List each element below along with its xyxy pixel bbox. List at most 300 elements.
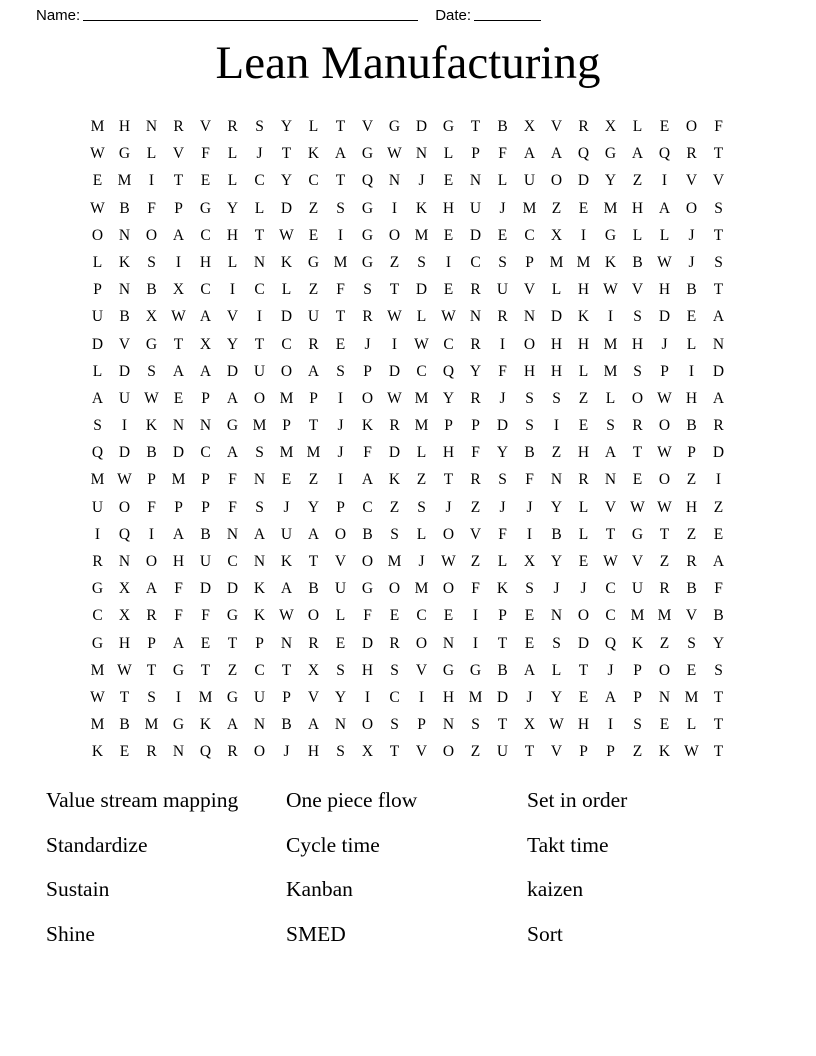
grid-letter[interactable]: R	[470, 389, 481, 407]
grid-letter[interactable]: K	[253, 580, 266, 598]
grid-letter[interactable]: D	[388, 362, 401, 380]
grid-letter[interactable]: U	[307, 308, 320, 326]
grid-letter[interactable]: G	[199, 199, 212, 217]
grid-letter[interactable]: V	[550, 118, 563, 135]
grid-letter[interactable]: J	[661, 335, 668, 353]
grid-letter[interactable]: B	[119, 716, 130, 734]
grid-letter[interactable]: U	[631, 580, 644, 598]
grid-letter[interactable]: M	[333, 253, 348, 271]
grid-letter[interactable]: C	[92, 607, 103, 625]
grid-letter[interactable]: W	[171, 308, 186, 326]
grid-letter[interactable]: C	[254, 172, 265, 190]
grid-letter[interactable]: L	[92, 362, 103, 380]
grid-letter[interactable]: A	[712, 308, 725, 326]
grid-letter[interactable]: S	[93, 417, 102, 435]
grid-letter[interactable]: L	[335, 607, 346, 625]
grid-letter[interactable]: E	[497, 226, 508, 244]
grid-letter[interactable]: J	[607, 661, 614, 679]
grid-letter[interactable]: M	[414, 226, 429, 244]
grid-letter[interactable]: X	[604, 118, 617, 135]
grid-letter[interactable]: V	[199, 118, 212, 135]
grid-letter[interactable]: D	[496, 417, 509, 435]
grid-letter[interactable]: O	[307, 607, 320, 625]
grid-letter[interactable]: I	[553, 417, 560, 435]
grid-letter[interactable]: K	[658, 743, 671, 761]
grid-letter[interactable]: V	[604, 498, 617, 516]
grid-letter[interactable]: P	[417, 716, 426, 734]
grid-letter[interactable]: H	[577, 444, 590, 462]
grid-letter[interactable]: A	[307, 362, 320, 380]
grid-letter[interactable]: T	[713, 145, 724, 163]
grid-letter[interactable]: K	[604, 253, 617, 271]
grid-letter[interactable]: C	[524, 226, 535, 244]
grid-letter[interactable]: A	[91, 389, 104, 407]
grid-letter[interactable]: J	[337, 444, 344, 462]
grid-letter[interactable]: L	[551, 281, 562, 299]
grid-letter[interactable]: M	[252, 417, 267, 435]
grid-letter[interactable]: S	[633, 716, 642, 734]
grid-letter[interactable]: K	[361, 417, 374, 435]
grid-letter[interactable]: O	[145, 553, 158, 570]
grid-letter[interactable]: D	[388, 444, 401, 462]
grid-letter[interactable]: R	[227, 118, 238, 135]
grid-letter[interactable]: P	[255, 634, 264, 652]
grid-letter[interactable]: E	[92, 172, 103, 190]
word-list-item[interactable]: Sustain	[46, 877, 110, 902]
grid-letter[interactable]: T	[389, 743, 400, 761]
grid-letter[interactable]: W	[414, 335, 429, 353]
grid-letter[interactable]: Z	[308, 281, 319, 299]
grid-letter[interactable]: I	[229, 281, 236, 299]
grid-letter[interactable]: R	[713, 417, 724, 435]
grid-letter[interactable]: D	[469, 226, 482, 244]
grid-letter[interactable]: E	[389, 607, 400, 625]
grid-letter[interactable]: M	[90, 716, 105, 734]
grid-letter[interactable]: T	[173, 172, 184, 190]
grid-letter[interactable]: F	[525, 471, 534, 489]
grid-letter[interactable]: I	[175, 253, 182, 271]
grid-letter[interactable]: V	[631, 281, 644, 299]
grid-letter[interactable]: M	[117, 172, 132, 190]
grid-letter[interactable]: L	[578, 498, 589, 516]
grid-letter[interactable]: T	[173, 335, 184, 353]
grid-letter[interactable]: P	[687, 444, 696, 462]
grid-letter[interactable]: M	[306, 444, 321, 462]
grid-letter[interactable]: E	[578, 688, 589, 706]
grid-letter[interactable]: O	[91, 226, 104, 244]
grid-letter[interactable]: E	[335, 335, 346, 353]
grid-letter[interactable]: S	[714, 253, 723, 271]
grid-letter[interactable]: R	[470, 335, 481, 353]
grid-letter[interactable]: D	[415, 118, 428, 135]
grid-letter[interactable]: O	[685, 199, 698, 217]
grid-letter[interactable]: X	[361, 743, 374, 761]
grid-letter[interactable]: G	[91, 634, 104, 652]
grid-letter[interactable]: W	[387, 308, 402, 326]
grid-letter[interactable]: R	[632, 417, 643, 435]
grid-letter[interactable]: Q	[118, 525, 131, 543]
grid-letter[interactable]: C	[416, 362, 427, 380]
grid-letter[interactable]: F	[228, 471, 237, 489]
grid-letter[interactable]: R	[578, 118, 589, 135]
grid-letter[interactable]: M	[657, 607, 672, 625]
grid-letter[interactable]: P	[471, 417, 480, 435]
grid-letter[interactable]: T	[713, 716, 724, 734]
grid-letter[interactable]: M	[414, 389, 429, 407]
grid-letter[interactable]: N	[118, 281, 131, 299]
grid-letter[interactable]: X	[550, 226, 563, 244]
grid-letter[interactable]: M	[279, 389, 294, 407]
grid-letter[interactable]: Q	[658, 145, 671, 163]
grid-letter[interactable]: L	[497, 553, 508, 570]
grid-letter[interactable]: Z	[227, 661, 238, 679]
grid-letter[interactable]: N	[253, 553, 266, 570]
grid-letter[interactable]: F	[201, 607, 210, 625]
grid-letter[interactable]: A	[226, 716, 239, 734]
grid-letter[interactable]: A	[712, 553, 725, 570]
grid-letter[interactable]: P	[525, 253, 534, 271]
grid-letter[interactable]: J	[418, 553, 425, 570]
grid-letter[interactable]: T	[443, 471, 454, 489]
grid-letter[interactable]: T	[281, 661, 292, 679]
word-list-item[interactable]: Standardize	[46, 832, 148, 857]
grid-letter[interactable]: W	[90, 199, 105, 217]
grid-letter[interactable]: U	[199, 553, 212, 570]
grid-letter[interactable]: T	[497, 716, 508, 734]
grid-letter[interactable]: L	[659, 226, 670, 244]
grid-letter[interactable]: T	[308, 417, 319, 435]
grid-letter[interactable]: D	[226, 580, 239, 598]
grid-letter[interactable]: O	[118, 498, 131, 516]
grid-letter[interactable]: F	[471, 580, 480, 598]
grid-letter[interactable]: B	[713, 607, 724, 625]
grid-letter[interactable]: D	[280, 199, 293, 217]
grid-letter[interactable]: B	[686, 281, 697, 299]
grid-letter[interactable]: A	[172, 525, 185, 543]
grid-letter[interactable]: H	[550, 335, 563, 353]
grid-letter[interactable]: M	[603, 362, 618, 380]
grid-letter[interactable]: X	[145, 308, 158, 326]
word-list-item[interactable]: One piece flow	[286, 788, 418, 813]
grid-letter[interactable]: J	[499, 498, 506, 516]
grid-letter[interactable]: E	[443, 172, 454, 190]
grid-letter[interactable]: I	[94, 525, 101, 543]
grid-letter[interactable]: A	[604, 688, 617, 706]
grid-letter[interactable]: T	[524, 743, 535, 761]
grid-letter[interactable]: C	[254, 661, 265, 679]
grid-letter[interactable]: U	[280, 525, 293, 543]
grid-letter[interactable]: H	[442, 444, 455, 462]
grid-letter[interactable]: S	[363, 281, 372, 299]
grid-letter[interactable]: O	[361, 389, 374, 407]
grid-letter[interactable]: G	[361, 226, 374, 244]
grid-letter[interactable]: F	[174, 580, 183, 598]
grid-letter[interactable]: L	[227, 172, 238, 190]
grid-letter[interactable]: U	[334, 580, 347, 598]
grid-letter[interactable]: O	[442, 525, 455, 543]
grid-letter[interactable]: B	[200, 525, 211, 543]
grid-letter[interactable]: S	[417, 253, 426, 271]
grid-letter[interactable]: S	[417, 498, 426, 516]
grid-letter[interactable]: A	[604, 444, 617, 462]
grid-letter[interactable]: I	[121, 417, 128, 435]
grid-letter[interactable]: N	[604, 471, 617, 489]
grid-letter[interactable]: E	[632, 471, 643, 489]
grid-letter[interactable]: O	[442, 743, 455, 761]
grid-letter[interactable]: V	[469, 525, 482, 543]
grid-letter[interactable]: G	[388, 118, 401, 135]
grid-letter[interactable]: A	[307, 716, 320, 734]
grid-letter[interactable]: J	[337, 417, 344, 435]
grid-letter[interactable]: H	[226, 226, 239, 244]
grid-letter[interactable]: V	[361, 118, 374, 135]
grid-letter[interactable]: L	[416, 525, 427, 543]
grid-letter[interactable]: B	[686, 580, 697, 598]
grid-letter[interactable]: N	[550, 471, 563, 489]
grid-letter[interactable]: O	[658, 417, 671, 435]
grid-letter[interactable]: M	[603, 199, 618, 217]
grid-letter[interactable]: W	[657, 389, 672, 407]
grid-letter[interactable]: G	[361, 199, 374, 217]
grid-letter[interactable]: Q	[577, 145, 590, 163]
grid-letter[interactable]: C	[200, 444, 211, 462]
grid-letter[interactable]: W	[549, 716, 564, 734]
grid-letter[interactable]: U	[496, 743, 509, 761]
grid-letter[interactable]: D	[118, 444, 131, 462]
grid-letter[interactable]: M	[279, 444, 294, 462]
grid-letter[interactable]: D	[91, 335, 104, 353]
grid-letter[interactable]: Z	[416, 471, 427, 489]
grid-letter[interactable]: H	[685, 498, 698, 516]
grid-letter[interactable]: M	[630, 607, 645, 625]
grid-letter[interactable]: F	[714, 580, 723, 598]
grid-letter[interactable]: N	[253, 253, 266, 271]
grid-letter[interactable]: Q	[604, 634, 617, 652]
grid-letter[interactable]: B	[119, 308, 130, 326]
grid-letter[interactable]: Y	[280, 118, 293, 135]
grid-letter[interactable]: W	[90, 688, 105, 706]
grid-letter[interactable]: R	[686, 145, 697, 163]
grid-letter[interactable]: L	[551, 661, 562, 679]
grid-letter[interactable]: L	[92, 253, 103, 271]
grid-letter[interactable]: S	[714, 661, 723, 679]
grid-letter[interactable]: P	[633, 661, 642, 679]
grid-letter[interactable]: P	[633, 688, 642, 706]
grid-letter[interactable]: E	[443, 281, 454, 299]
grid-letter[interactable]: J	[688, 226, 695, 244]
grid-letter[interactable]: G	[442, 118, 455, 135]
grid-letter[interactable]: M	[90, 661, 105, 679]
grid-letter[interactable]: P	[174, 199, 183, 217]
grid-letter[interactable]: S	[498, 253, 507, 271]
grid-letter[interactable]: K	[280, 253, 293, 271]
grid-letter[interactable]: F	[363, 444, 372, 462]
grid-letter[interactable]: Z	[470, 743, 481, 761]
name-write-in-line[interactable]	[83, 19, 418, 21]
grid-letter[interactable]: I	[337, 471, 344, 489]
grid-letter[interactable]: A	[334, 145, 347, 163]
grid-letter[interactable]: S	[255, 444, 264, 462]
grid-letter[interactable]: W	[657, 498, 672, 516]
grid-letter[interactable]: Z	[632, 172, 643, 190]
grid-letter[interactable]: Y	[280, 172, 293, 190]
grid-letter[interactable]: B	[497, 118, 508, 135]
grid-letter[interactable]: W	[144, 389, 159, 407]
grid-letter[interactable]: T	[335, 308, 346, 326]
grid-letter[interactable]: T	[308, 553, 319, 570]
grid-letter[interactable]: S	[714, 199, 723, 217]
grid-letter[interactable]: D	[658, 308, 671, 326]
grid-letter[interactable]: L	[281, 281, 292, 299]
grid-letter[interactable]: O	[658, 661, 671, 679]
grid-letter[interactable]: G	[442, 661, 455, 679]
grid-letter[interactable]: M	[522, 199, 537, 217]
grid-letter[interactable]: J	[418, 172, 425, 190]
grid-letter[interactable]: V	[307, 688, 320, 706]
grid-letter[interactable]: C	[605, 580, 616, 598]
grid-letter[interactable]: M	[414, 580, 429, 598]
grid-letter[interactable]: R	[308, 335, 319, 353]
grid-letter[interactable]: P	[147, 471, 156, 489]
grid-letter[interactable]: H	[631, 335, 644, 353]
grid-letter[interactable]: H	[658, 281, 671, 299]
grid-letter[interactable]: I	[418, 688, 425, 706]
grid-letter[interactable]: R	[173, 118, 184, 135]
grid-letter[interactable]: S	[471, 716, 480, 734]
grid-letter[interactable]: V	[712, 172, 725, 190]
word-list-item[interactable]: Shine	[46, 921, 95, 946]
grid-letter[interactable]: N	[442, 634, 455, 652]
grid-letter[interactable]: O	[253, 389, 266, 407]
grid-letter[interactable]: P	[282, 417, 291, 435]
grid-letter[interactable]: Y	[334, 688, 347, 706]
grid-letter[interactable]: D	[712, 444, 725, 462]
grid-letter[interactable]: P	[147, 634, 156, 652]
grid-letter[interactable]: S	[525, 389, 534, 407]
grid-letter[interactable]: L	[578, 525, 589, 543]
grid-letter[interactable]: Z	[686, 525, 697, 543]
grid-letter[interactable]: H	[307, 743, 320, 761]
grid-letter[interactable]: Z	[551, 199, 562, 217]
grid-letter[interactable]: K	[118, 253, 131, 271]
grid-letter[interactable]: O	[685, 118, 698, 135]
grid-letter[interactable]: O	[334, 525, 347, 543]
grid-letter[interactable]: A	[631, 145, 644, 163]
grid-letter[interactable]: Z	[659, 553, 670, 570]
grid-letter[interactable]: W	[279, 226, 294, 244]
grid-letter[interactable]: K	[145, 417, 158, 435]
grid-letter[interactable]: T	[146, 661, 157, 679]
grid-letter[interactable]: I	[580, 226, 587, 244]
grid-letter[interactable]: Y	[442, 389, 455, 407]
grid-letter[interactable]: E	[308, 226, 319, 244]
grid-letter[interactable]: T	[713, 743, 724, 761]
grid-letter[interactable]: O	[577, 607, 590, 625]
grid-letter[interactable]: X	[523, 553, 536, 570]
grid-letter[interactable]: Z	[632, 743, 643, 761]
grid-letter[interactable]: G	[361, 253, 374, 271]
grid-letter[interactable]: W	[603, 281, 618, 299]
grid-letter[interactable]: A	[226, 389, 239, 407]
grid-letter[interactable]: W	[279, 607, 294, 625]
grid-letter[interactable]: P	[309, 389, 318, 407]
grid-letter[interactable]: H	[118, 634, 131, 652]
grid-letter[interactable]: B	[362, 525, 373, 543]
grid-letter[interactable]: T	[470, 118, 481, 135]
grid-letter[interactable]: K	[91, 743, 104, 761]
grid-letter[interactable]: O	[361, 716, 374, 734]
word-list-item[interactable]: Value stream mapping	[46, 788, 239, 813]
grid-letter[interactable]: N	[658, 688, 671, 706]
grid-letter[interactable]: A	[199, 362, 212, 380]
grid-letter[interactable]: G	[307, 253, 320, 271]
grid-letter[interactable]: T	[605, 525, 616, 543]
grid-letter[interactable]: S	[390, 525, 399, 543]
grid-letter[interactable]: O	[442, 580, 455, 598]
grid-letter[interactable]: Z	[470, 498, 481, 516]
grid-letter[interactable]: G	[226, 607, 239, 625]
grid-letter[interactable]: G	[172, 661, 185, 679]
grid-letter[interactable]: V	[523, 281, 536, 299]
grid-letter[interactable]: S	[336, 362, 345, 380]
grid-letter[interactable]: G	[361, 580, 374, 598]
grid-letter[interactable]: R	[470, 281, 481, 299]
grid-letter[interactable]: Z	[389, 253, 400, 271]
grid-letter[interactable]: N	[550, 607, 563, 625]
grid-letter[interactable]: D	[577, 172, 590, 190]
grid-letter[interactable]: O	[280, 362, 293, 380]
grid-letter[interactable]: Z	[551, 444, 562, 462]
grid-letter[interactable]: F	[498, 145, 507, 163]
grid-letter[interactable]: N	[253, 716, 266, 734]
grid-letter[interactable]: T	[713, 281, 724, 299]
grid-letter[interactable]: E	[200, 172, 211, 190]
grid-letter[interactable]: W	[117, 471, 132, 489]
grid-letter[interactable]: J	[553, 580, 560, 598]
grid-letter[interactable]: G	[604, 226, 617, 244]
grid-letter[interactable]: Q	[91, 444, 104, 462]
grid-letter[interactable]: A	[172, 362, 185, 380]
grid-letter[interactable]: M	[549, 253, 564, 271]
grid-letter[interactable]: O	[253, 743, 266, 761]
grid-letter[interactable]: W	[603, 553, 618, 570]
grid-letter[interactable]: S	[606, 417, 615, 435]
grid-letter[interactable]: I	[607, 308, 614, 326]
grid-letter[interactable]: A	[199, 308, 212, 326]
grid-letter[interactable]: C	[443, 335, 454, 353]
grid-letter[interactable]: Y	[307, 498, 320, 516]
grid-letter[interactable]: Z	[470, 553, 481, 570]
word-list-item[interactable]: Takt time	[527, 832, 609, 857]
grid-letter[interactable]: Z	[389, 498, 400, 516]
grid-letter[interactable]: P	[606, 743, 615, 761]
grid-letter[interactable]: H	[577, 716, 590, 734]
grid-letter[interactable]: R	[470, 471, 481, 489]
grid-letter[interactable]: H	[550, 362, 563, 380]
grid-letter[interactable]: B	[524, 444, 535, 462]
grid-letter[interactable]: K	[199, 716, 212, 734]
grid-letter[interactable]: V	[334, 553, 347, 570]
grid-letter[interactable]: V	[685, 607, 698, 625]
grid-letter[interactable]: C	[389, 688, 400, 706]
grid-letter[interactable]: S	[552, 634, 561, 652]
grid-letter[interactable]: Q	[361, 172, 374, 190]
grid-letter[interactable]: R	[686, 553, 697, 570]
grid-letter[interactable]: S	[336, 743, 345, 761]
grid-letter[interactable]: S	[498, 471, 507, 489]
grid-letter[interactable]: I	[175, 688, 182, 706]
grid-letter[interactable]: K	[388, 471, 401, 489]
